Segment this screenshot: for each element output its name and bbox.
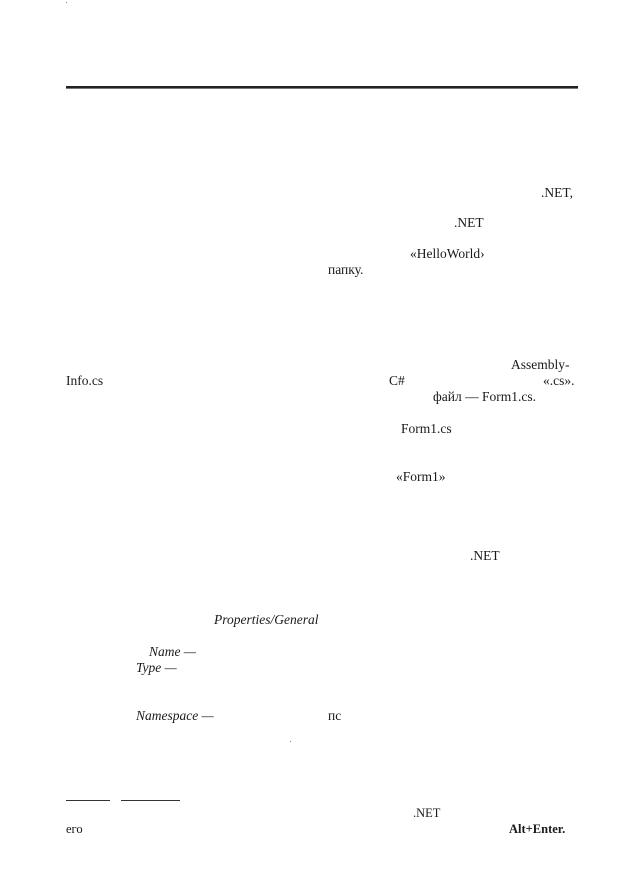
text-properties-general: Properties/General [214, 612, 319, 627]
text-pc: пс [328, 708, 342, 723]
footnote-alt-enter: Alt+Enter. [509, 822, 566, 836]
text-name-label: Name — [149, 644, 196, 659]
text-namespace-label: Namespace — [136, 708, 214, 723]
text-csharp: C# [389, 373, 405, 388]
text-assembly: Assembly- [511, 357, 570, 372]
text-file-form1: файл — Form1.cs. [433, 389, 536, 404]
scan-speck [66, 2, 67, 3]
footnote-ego: его [66, 822, 83, 836]
text-form1-cs: Form1.cs [401, 421, 452, 436]
text-net: .NET [470, 548, 500, 563]
footnote-rule [121, 800, 180, 801]
text-type-label: Type — [136, 660, 177, 675]
footnote-net: .NET [413, 806, 441, 820]
text-net: .NET, [541, 185, 573, 200]
text-net: .NET [454, 215, 484, 230]
header-rule [66, 86, 578, 89]
text-cs-ext: «.cs». [543, 373, 575, 388]
text-papku: папку. [328, 262, 364, 277]
footnote-rule [66, 800, 110, 801]
text-form1-quoted: «Form1» [396, 469, 446, 484]
scan-speck [290, 741, 291, 742]
text-helloworld: «HelloWorld› [410, 246, 485, 261]
text-info-cs: Info.cs [66, 373, 104, 388]
